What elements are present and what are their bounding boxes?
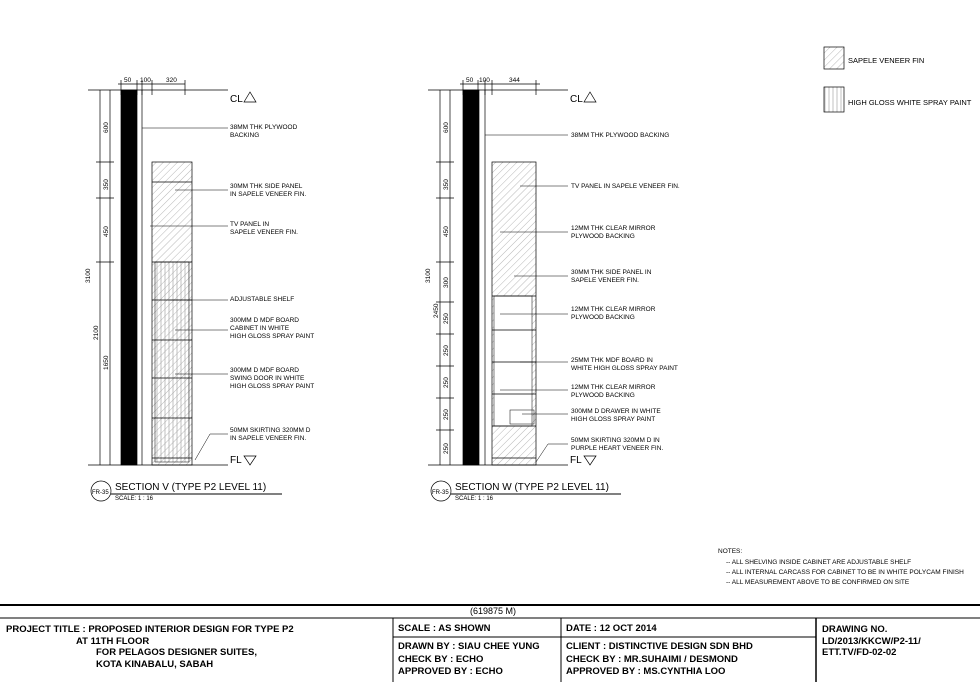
drawing-number — [822, 624, 921, 659]
dim-w-sub: 2450 — [433, 303, 440, 318]
legend-label-sapele: SAPELE VENEER FIN — [848, 56, 925, 65]
callout-w-mirror-3: 12MM THK CLEAR MIRROR PLYWOOD BACKING — [571, 384, 656, 399]
section-v-title-text: SECTION V (TYPE P2 LEVEL 11) — [115, 482, 267, 493]
dim-w-250-c: 250 — [443, 377, 450, 388]
dim-v-top-50: 50 — [124, 77, 132, 84]
approved-by-field: APPROVED BY : ECHO — [398, 666, 503, 677]
sapele-veneer-swatch — [824, 47, 844, 69]
notes-heading: NOTES: — [718, 548, 743, 555]
dim-v-600: 600 — [103, 122, 110, 133]
dim-w-top-344: 344 — [509, 77, 520, 84]
section-v-title — [91, 481, 282, 502]
callout-v-skirting: 50MM SKIRTING 320MM D IN SAPELE VENEER FIN. — [230, 427, 311, 442]
callout-v-side-panel: 30MM THK SIDE PANEL IN SAPELE VENEER FIN. — [230, 183, 307, 198]
section-w-title — [431, 481, 621, 502]
white-paint-swatch — [824, 87, 844, 112]
floor-label-w: FL — [570, 455, 582, 466]
dim-v-1650: 1650 — [103, 355, 110, 370]
section-w-scale: SCALE: 1 : 16 — [455, 496, 494, 502]
dim-v-top-320: 320 — [166, 77, 177, 84]
floor-label-v: FL — [230, 455, 242, 466]
section-v-scale: SCALE: 1 : 16 — [115, 496, 154, 502]
drawn-by-field: DRAWN BY : SIAU CHEE YUNG — [398, 641, 540, 652]
dim-v-overall: 3100 — [85, 268, 92, 283]
drawing-number-line: LD/2013/KKCW/P2-11/ — [822, 635, 921, 647]
ceiling-label-v: CL — [230, 94, 243, 105]
callout-v-plywood: 38MM THK PLYWOOD BACKING — [230, 124, 298, 139]
callout-w-mirror-2: 12MM THK CLEAR MIRROR PLYWOOD BACKING — [571, 306, 656, 321]
project-title-line: AT 11TH FLOOR — [76, 635, 150, 647]
section-w-callouts — [571, 132, 680, 452]
section-v-callouts — [230, 124, 314, 442]
callout-v-shelf: ADJUSTABLE SHELF — [230, 296, 295, 303]
dim-w-top-50: 50 — [466, 77, 474, 84]
drawing-number-label: DRAWING NO. — [822, 624, 888, 635]
callout-w-tv-panel: TV PANEL IN SAPELE VENEER FIN. — [571, 183, 680, 190]
floor-triangle-icon — [244, 456, 256, 465]
callout-w-drawer: 300MM D DRAWER IN WHITE HIGH GLOSS SPRAY PAINT — [571, 408, 661, 423]
project-title-line: KOTA KINABALU, SABAH — [96, 658, 214, 670]
check-by-field-2: CHECK BY : MR.SUHAIMI / DESMOND — [566, 654, 738, 665]
dim-w-350: 350 — [443, 179, 450, 190]
legend-label-white-paint: HIGH GLOSS WHITE SPRAY PAINT — [848, 98, 972, 107]
floor-triangle-icon — [584, 456, 596, 465]
approved-by-field-2: APPROVED BY : MS.CYNTHIA LOO — [566, 666, 726, 677]
project-title-line: PROJECT TITLE : PROPOSED INTERIOR DESIGN FOR TYPE P2 — [6, 624, 294, 635]
dim-w-250-b: 250 — [443, 345, 450, 356]
callout-w-mdf: 25MM THK MDF BOARD IN WHITE HIGH GLOSS SPRAY PAINT — [571, 357, 678, 372]
dim-v-top-100: 100 — [140, 77, 151, 84]
client-field: CLIENT : DISTINCTIVE DESIGN SDN BHD — [566, 641, 753, 652]
dim-w-600: 600 — [443, 122, 450, 133]
company-ref-number: (619875 M) — [470, 606, 517, 616]
callout-w-skirting: 50MM SKIRTING 320MM D IN PURPLE HEART VENEER FIN. — [571, 437, 664, 452]
project-title-line: FOR PELAGOS DESIGNER SUITES, — [96, 647, 257, 658]
callout-v-tv-panel: TV PANEL IN SAPELE VENEER FIN. — [230, 221, 298, 236]
dim-w-top-100: 100 — [479, 77, 490, 84]
drawing-number-line: ETT.TV/FD-02-02 — [822, 647, 897, 658]
callout-v-door: 300MM D MDF BOARD SWING DOOR IN WHITE HIGH GLOSS SPRAY PAINT — [230, 367, 315, 390]
note-item: -- ALL INTERNAL CARCASS FOR CABINET TO BE IN WHITE POLYCAM FINISH — [726, 569, 964, 576]
project-title — [6, 624, 294, 670]
dim-v-sub: 2100 — [93, 325, 100, 340]
section-v-levels — [230, 92, 256, 466]
legend — [824, 47, 972, 112]
dim-w-250-e: 250 — [443, 443, 450, 454]
callout-v-cabinet: 300MM D MDF BOARD CABINET IN WHITE HIGH GLOSS SPRAY PAINT — [230, 317, 315, 340]
dim-w-overall: 3100 — [425, 268, 432, 283]
callout-w-side-panel: 30MM THK SIDE PANEL IN SAPELE VENEER FIN. — [571, 269, 652, 284]
date-field: DATE : 12 OCT 2014 — [566, 623, 657, 634]
check-by-field: CHECK BY : ECHO — [398, 654, 484, 665]
note-item: -- ALL MEASUREMENT ABOVE TO BE CONFIRMED ON SITE — [726, 579, 910, 586]
section-w-drawing — [428, 80, 568, 465]
section-v-ref: FR-35 — [92, 490, 109, 496]
dim-w-450: 450 — [443, 226, 450, 237]
ceiling-triangle-icon — [244, 92, 256, 102]
notes — [718, 548, 964, 586]
dim-v-350: 350 — [103, 179, 110, 190]
section-w-ref: FR-35 — [432, 490, 449, 496]
note-item: -- ALL SHELVING INSIDE CABINET ARE ADJUSTABLE SHELF — [726, 559, 912, 566]
callout-w-mirror-1: 12MM THK CLEAR MIRROR PLYWOOD BACKING — [571, 225, 656, 240]
dim-v-450: 450 — [103, 226, 110, 237]
callout-w-plywood: 38MM THK PLYWOOD BACKING — [571, 132, 670, 139]
ceiling-triangle-icon — [584, 92, 596, 102]
section-w-title-text: SECTION W (TYPE P2 LEVEL 11) — [455, 482, 609, 493]
dim-w-250-a: 250 — [443, 313, 450, 324]
dim-w-250-d: 250 — [443, 409, 450, 420]
ceiling-label-w: CL — [570, 94, 583, 105]
dim-w-300: 300 — [443, 277, 450, 288]
section-v-drawing — [88, 80, 228, 465]
scale-field: SCALE : AS SHOWN — [398, 623, 491, 634]
